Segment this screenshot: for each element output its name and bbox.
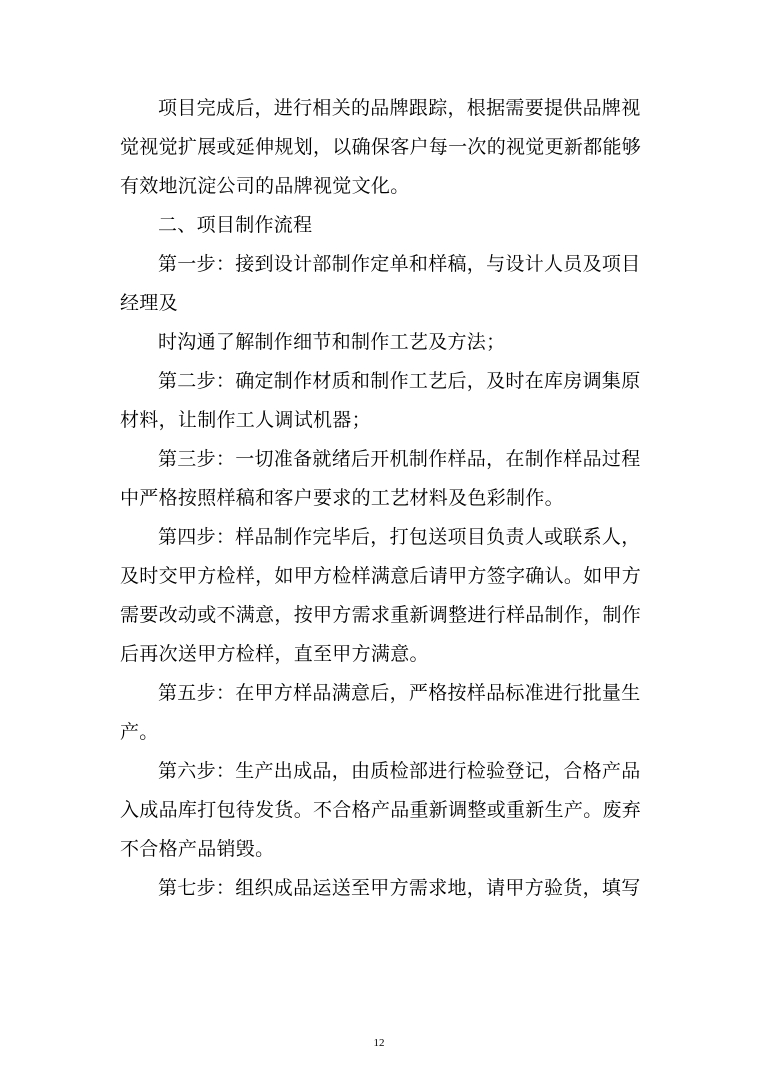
text-line: 第三步：一切准备就绪后开机制作样品，在制作样品过程 xyxy=(158,448,641,470)
text-line: 第四步：样品制作完毕后，打包送项目负责人或联系人， xyxy=(158,526,641,548)
page-number: 12 xyxy=(373,1037,385,1049)
text-line: 第一步：接到设计部制作定单和样稿，与设计人员及项目 xyxy=(158,253,641,275)
text-line: 觉视觉扩展或延伸规划，以确保客户每一次的视觉更新都能够 xyxy=(120,136,642,158)
text-line: 入成品库打包待发货。不合格产品重新调整或重新生产。废弃 xyxy=(120,799,642,821)
section-heading: 二、项目制作流程 xyxy=(158,214,313,236)
text-line: 不合格产品销毁。 xyxy=(120,838,275,860)
text-line: 产。 xyxy=(120,721,159,743)
text-line: 后再次送甲方检样，直至甲方满意。 xyxy=(120,643,429,665)
text-line: 项目完成后，进行相关的品牌跟踪，根据需要提供品牌视 xyxy=(158,97,641,119)
text-line: 需要改动或不满意，按甲方需求重新调整进行样品制作，制作 xyxy=(120,604,642,626)
text-line: 有效地沉淀公司的品牌视觉文化。 xyxy=(120,175,410,197)
text-line: 材料，让制作工人调试机器； xyxy=(120,409,371,431)
text-line: 时沟通了解制作细节和制作工艺及方法； xyxy=(158,331,506,353)
text-line: 第五步：在甲方样品满意后，严格按样品标准进行批量生 xyxy=(158,682,641,704)
text-line: 第二步：确定制作材质和制作工艺后，及时在库房调集原 xyxy=(158,370,641,392)
text-line: 第七步：组织成品运送至甲方需求地，请甲方验货，填写 xyxy=(158,877,641,899)
text-line: 经理及 xyxy=(120,292,178,314)
text-line: 第六步：生产出成品，由质检部进行检验登记，合格产品 xyxy=(158,760,641,782)
text-line: 及时交甲方检样，如甲方检样满意后请甲方签字确认。如甲方 xyxy=(120,565,642,587)
document-body xyxy=(120,89,640,908)
text-line: 中严格按照样稿和客户要求的工艺材料及色彩制作。 xyxy=(120,487,564,509)
